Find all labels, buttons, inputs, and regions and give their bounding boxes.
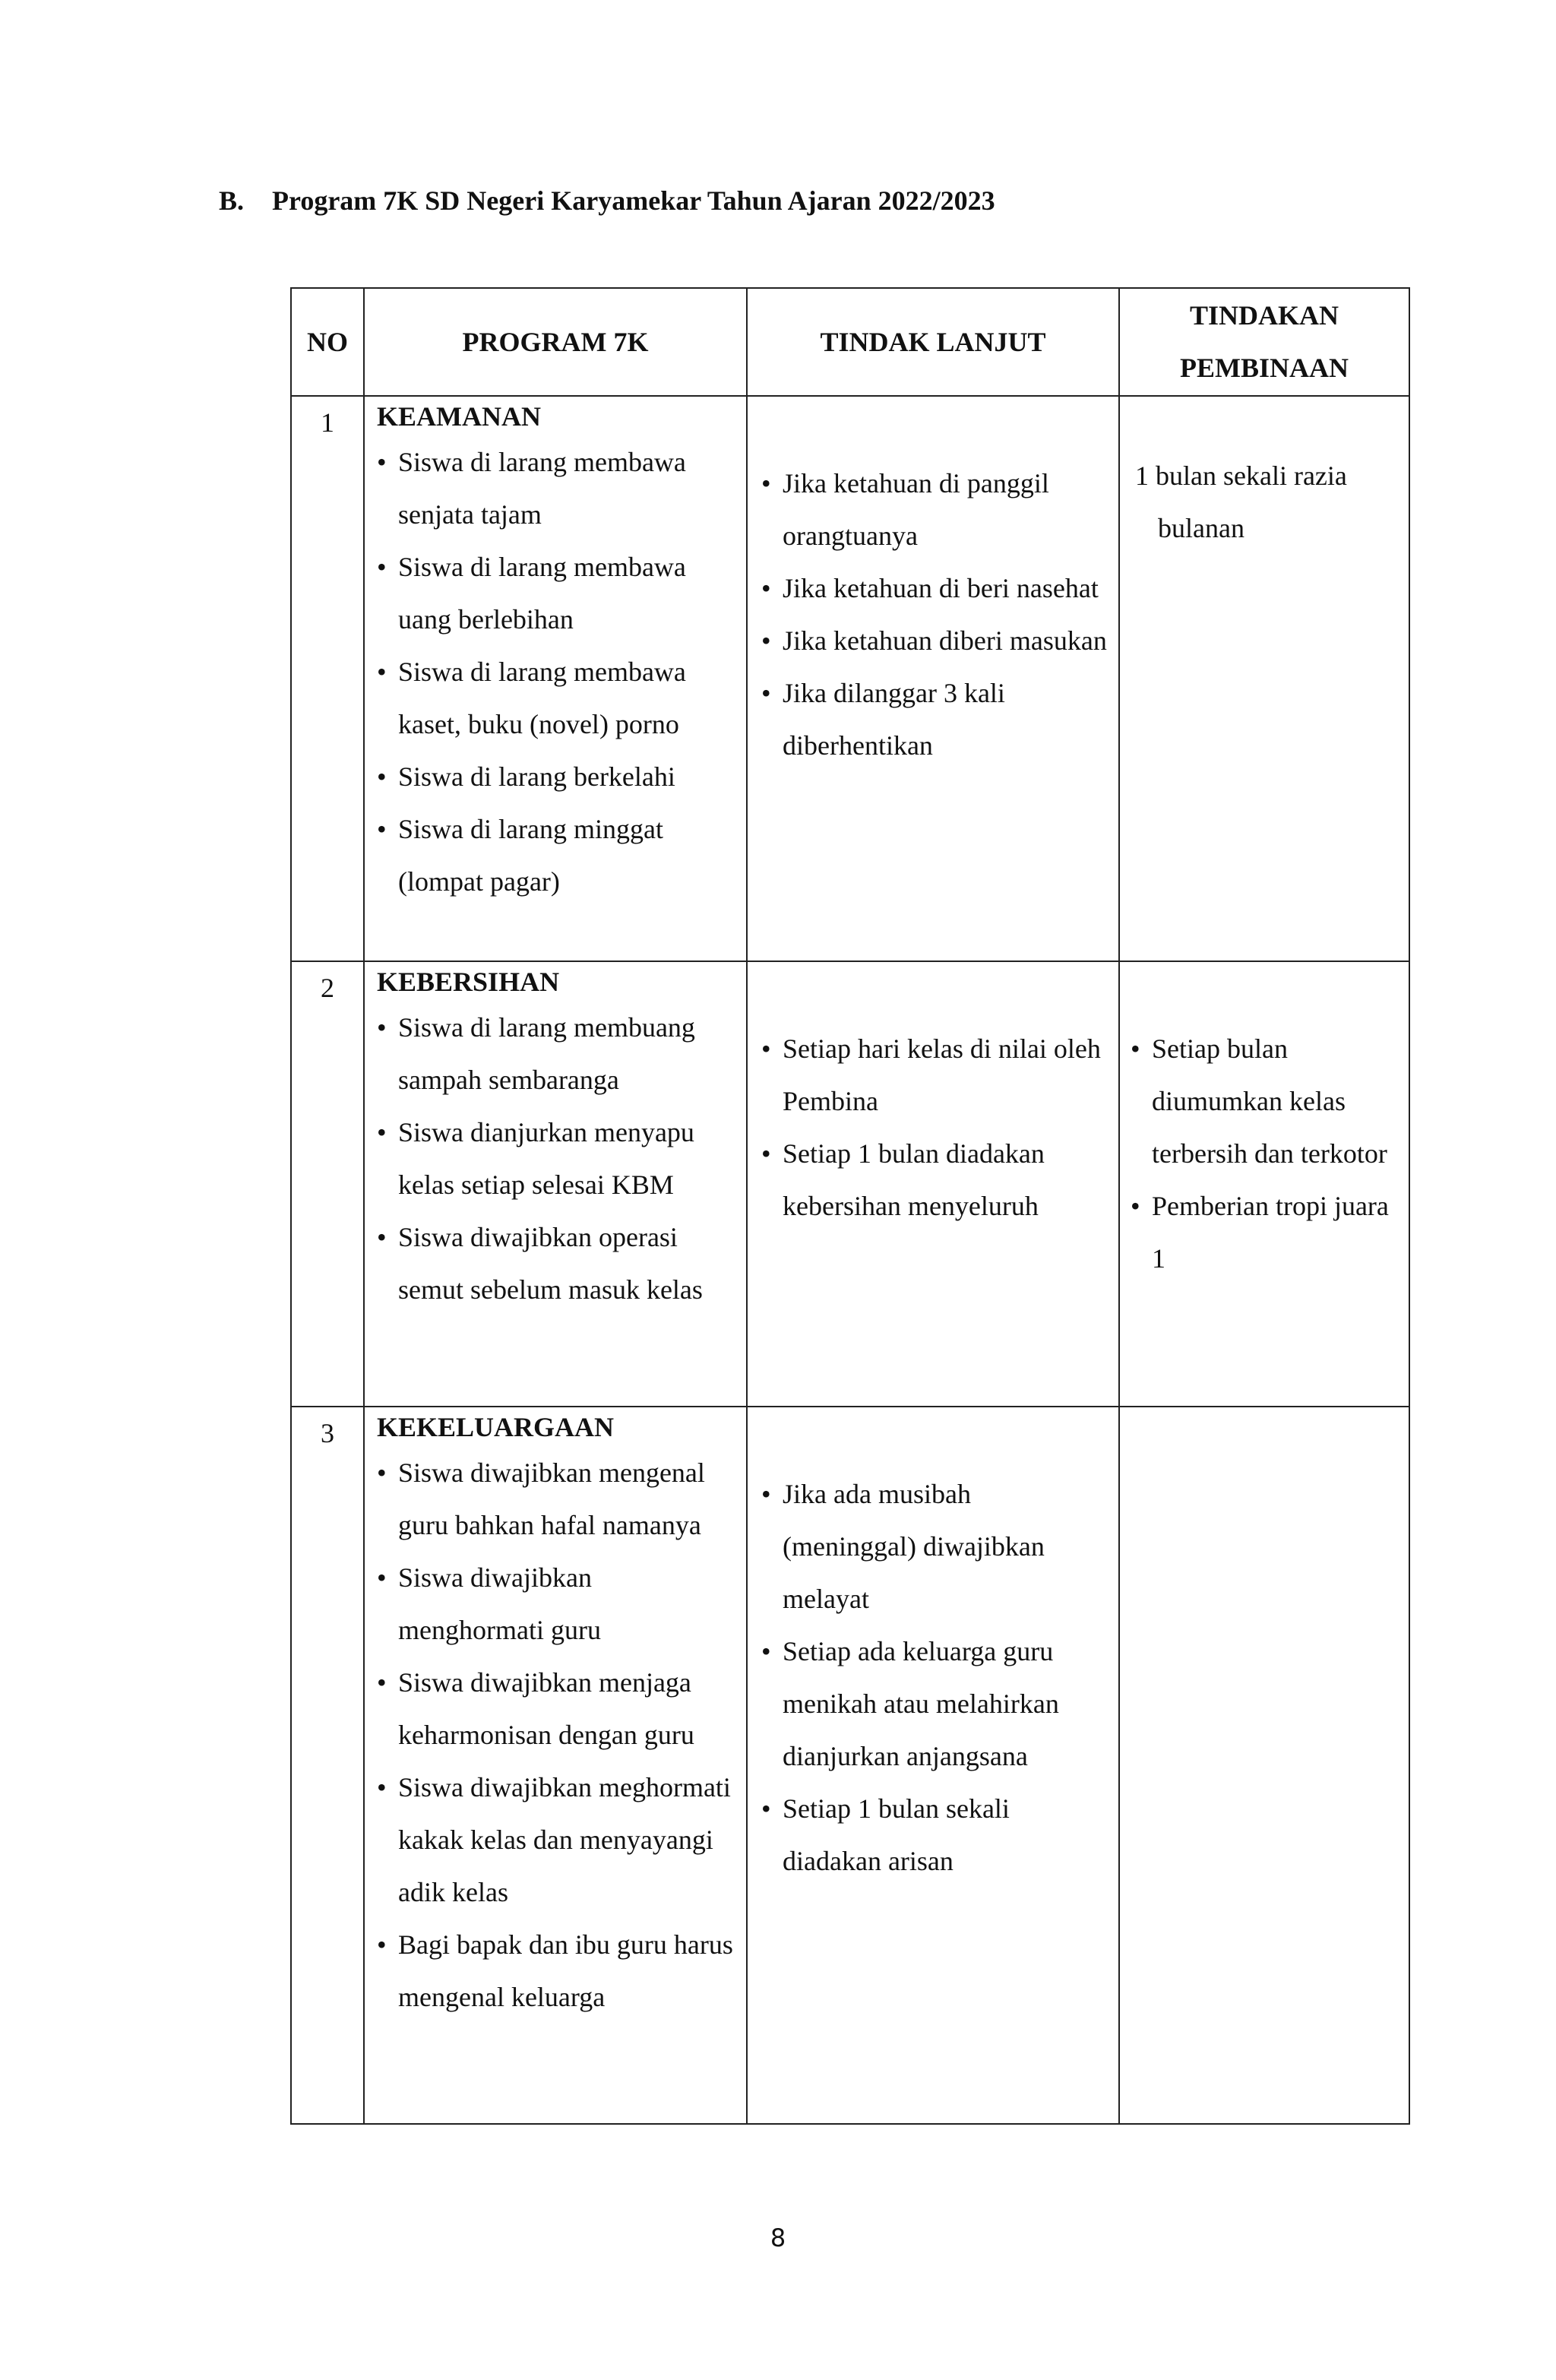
program-list (377, 1447, 740, 2024)
program-list (377, 1002, 740, 1316)
page-number: 8 (770, 2223, 786, 2252)
category-label: KEAMANAN (377, 401, 541, 432)
list-item: • Siswa di larang membawa uang berlebihan (377, 541, 740, 646)
table-row (291, 396, 1409, 961)
program-list (377, 436, 740, 908)
header-tindakan-line2: PEMBINAAN (1180, 353, 1349, 383)
header-tindak-lanjut: TINDAK LANJUT (747, 288, 1119, 396)
header-no: NO (291, 288, 364, 396)
tindak-lanjut-list (761, 457, 1111, 772)
list-item: • Setiap 1 bulan diadakan kebersihan menyeluruh (761, 1128, 1111, 1233)
list-item: • Siswa di larang minggat (lompat pagar) (377, 803, 740, 908)
header-tindakan-line1: TINDAKAN (1189, 300, 1339, 331)
list-item: • Setiap ada keluarga guru menikah atau melahirkan dianjurkan anjangsana (761, 1625, 1111, 1783)
list-item: • Siswa diwajibkan mengenal guru bahkan hafal namanya (377, 1447, 740, 1552)
list-item: • Siswa diwajibkan meghormati kakak kelas dan menyayangi adik kelas (377, 1761, 740, 1919)
list-item: • Pemberian tropi juara 1 (1131, 1180, 1403, 1285)
category-label: KEKELUARGAAN (377, 1412, 615, 1442)
program-cell (364, 396, 747, 961)
list-item: • Siswa diwajibkan menghormati guru (377, 1552, 740, 1657)
program-cell (364, 1407, 747, 2124)
category-label: KEBERSIHAN (377, 967, 560, 997)
row-number: 2 (291, 961, 364, 1407)
list-item: • Jika ada musibah (meninggal) diwajibkan melayat (761, 1468, 1111, 1625)
list-item: • Bagi bapak dan ibu guru harus mengenal keluarga (377, 1919, 740, 2024)
list-item: • Siswa di larang membawa senjata tajam (377, 436, 740, 541)
tindakan-cell (1119, 961, 1409, 1407)
table-header-row (291, 288, 1409, 396)
program-cell (364, 961, 747, 1407)
tindakan-list (1131, 1023, 1403, 1285)
header-program: PROGRAM 7K (364, 288, 747, 396)
list-item: • Siswa di larang membuang sampah sembaranga (377, 1002, 740, 1106)
list-item: • Siswa diwajibkan operasi semut sebelum masuk kelas (377, 1211, 740, 1316)
section-letter: B. (219, 185, 245, 216)
tindak-lanjut-list (761, 1023, 1111, 1233)
list-item: • Jika dilanggar 3 kali diberhentikan (761, 667, 1111, 772)
tindakan-text (1131, 450, 1403, 555)
section-title: Program 7K SD Negeri Karyamekar Tahun Ajaran 2022/2023 (272, 185, 995, 216)
list-item: • Siswa di larang membawa kaset, buku (novel) porno (377, 646, 740, 751)
tindak-lanjut-cell (747, 1407, 1119, 2124)
header-tindakan-pembinaan (1119, 288, 1409, 396)
tindakan-text-line2: bulanan (1158, 513, 1244, 543)
list-item: • Jika ketahuan diberi masukan (761, 615, 1111, 667)
tindakan-cell (1119, 396, 1409, 961)
list-item: • Jika ketahuan di beri nasehat (761, 562, 1111, 615)
tindak-lanjut-cell (747, 961, 1119, 1407)
list-item: • Jika ketahuan di panggil orangtuanya (761, 457, 1111, 562)
table-row (291, 1407, 1409, 2124)
list-item: • Setiap bulan diumumkan kelas terbersih dan terkotor (1131, 1023, 1403, 1180)
program-7k-table (290, 287, 1410, 2125)
list-item: • Setiap hari kelas di nilai oleh Pembina (761, 1023, 1111, 1128)
list-item: • Setiap 1 bulan sekali diadakan arisan (761, 1783, 1111, 1888)
list-item: • Siswa di larang berkelahi (377, 751, 740, 803)
list-item: • Siswa diwajibkan menjaga keharmonisan dengan guru (377, 1657, 740, 1761)
row-number: 3 (291, 1407, 364, 2124)
tindak-lanjut-list (761, 1468, 1111, 1888)
tindak-lanjut-cell (747, 396, 1119, 961)
row-number: 1 (291, 396, 364, 961)
list-item: • Siswa dianjurkan menyapu kelas setiap selesai KBM (377, 1106, 740, 1211)
table-row (291, 961, 1409, 1407)
tindakan-text-line1: 1 bulan sekali razia (1135, 460, 1347, 491)
tindakan-cell-empty (1119, 1407, 1409, 2124)
section-heading (219, 181, 995, 220)
